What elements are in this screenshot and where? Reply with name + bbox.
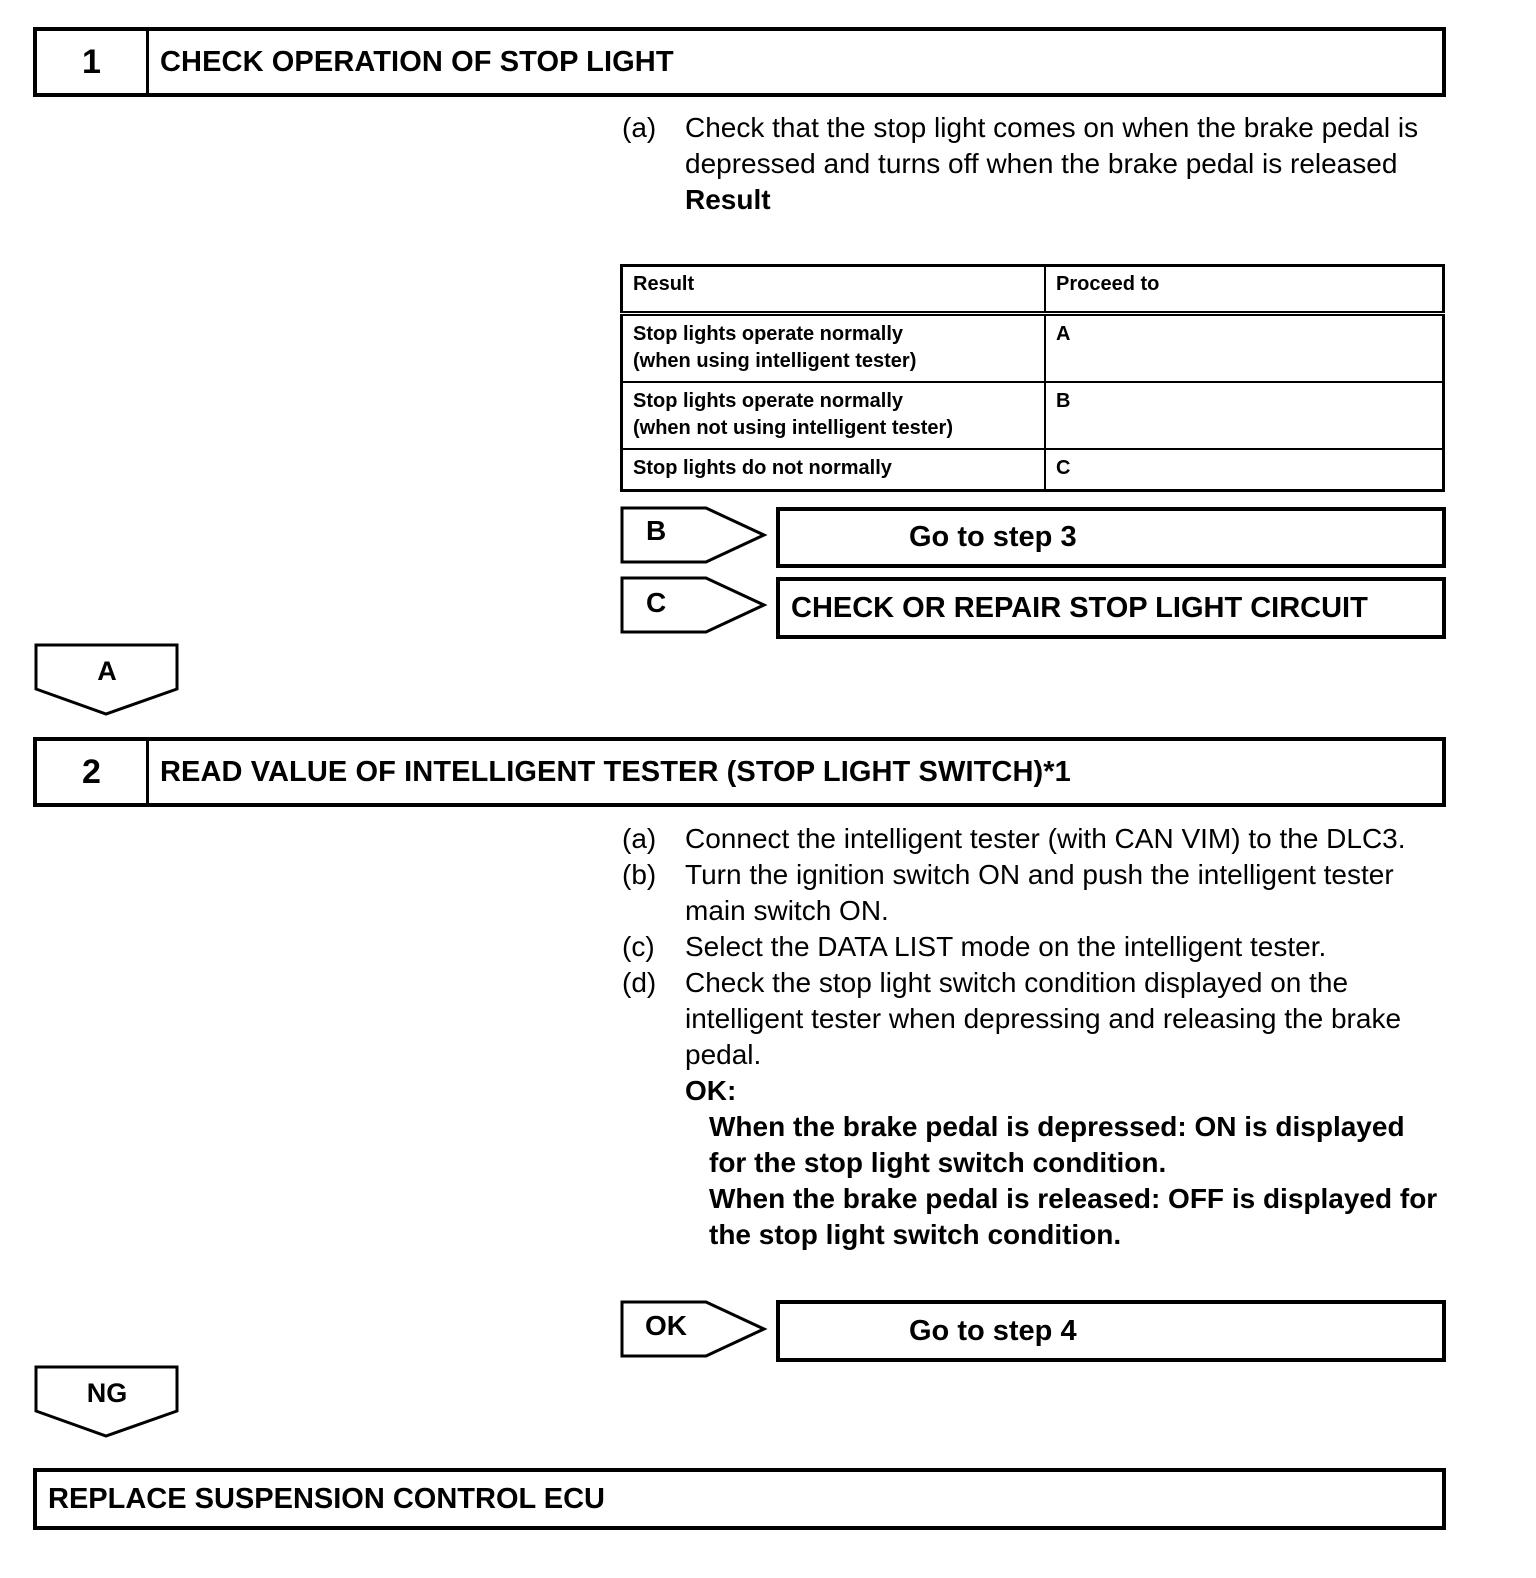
step-2-title: READ VALUE OF INTELLIGENT TESTER (STOP LIGHT SWITCH)*1	[160, 755, 1071, 788]
branch-b-action-box	[776, 507, 1446, 568]
branch-ok-action-box	[776, 1300, 1446, 1362]
instruction-text: Connect the intelligent tester (with CAN VIM) to the DLC3.	[685, 823, 1406, 854]
instruction-label: (a)	[622, 112, 657, 143]
instruction-label: (d)	[622, 967, 657, 998]
ok-spec-released: When the brake pedal is released: OFF is displayed for the stop light switch condition.	[709, 1183, 1438, 1250]
final-action-title: REPLACE SUSPENSION CONTROL ECU	[48, 1482, 605, 1515]
table-cell-result	[622, 382, 1046, 449]
instruction-item	[622, 110, 1444, 182]
branch-ok-label: OK	[645, 1310, 687, 1341]
ok-heading-row	[622, 1073, 1444, 1109]
result-table	[620, 264, 1445, 492]
ok-spec-row	[622, 1109, 1444, 1253]
instruction-text: Check the stop light switch condition displayed on the intelligent tester when depressing and releasing the brake pedal.	[685, 967, 1402, 1070]
table-row	[622, 449, 1444, 491]
down-ng-label: NG	[86, 1378, 128, 1408]
branch-b-arrow-icon	[620, 506, 770, 564]
step-1-instructions	[622, 110, 1444, 218]
instruction-text: Select the DATA LIST mode on the intelligent tester.	[685, 931, 1327, 962]
table-cell-proceed: A	[1045, 314, 1444, 383]
branch-ok-arrow-icon	[620, 1300, 770, 1358]
branch-ok-action: Go to step 4	[909, 1314, 1077, 1347]
final-action-box	[33, 1468, 1446, 1530]
table-cell-proceed: B	[1045, 382, 1444, 449]
result-heading-row	[622, 182, 1444, 218]
instruction-text: Turn the ignition switch ON and push the intelligent tester main switch ON.	[685, 859, 1394, 926]
step-2-number: 2	[37, 741, 149, 803]
step-2-instructions	[622, 821, 1444, 1253]
step-2-header	[33, 737, 1446, 807]
ok-heading: OK:	[685, 1075, 737, 1106]
step-1-number: 1	[37, 31, 149, 93]
result-heading: Result	[685, 184, 771, 215]
result-line-1: Stop lights operate normally	[633, 323, 904, 345]
branch-b-action: Go to step 3	[909, 521, 1077, 553]
instruction-item	[622, 821, 1444, 857]
branch-c-action-box	[776, 577, 1446, 639]
instruction-label: (a)	[622, 823, 657, 854]
step-1-title: CHECK OPERATION OF STOP LIGHT	[160, 45, 674, 78]
ok-spec-depressed: When the brake pedal is depressed: ON is displayed for the stop light switch condition.	[709, 1111, 1405, 1178]
result-line-2: (when using intelligent tester)	[633, 350, 917, 372]
step-1-header	[33, 27, 1446, 97]
table-header-proceed: Proceed to	[1045, 266, 1444, 314]
down-a-label: A	[97, 656, 117, 686]
result-line-2: (when not using intelligent tester)	[633, 417, 953, 439]
table-row	[622, 314, 1444, 383]
table-header-row	[622, 266, 1444, 314]
branch-c-label: C	[646, 587, 667, 618]
table-row	[622, 382, 1444, 449]
result-line-1: Stop lights operate normally	[633, 390, 904, 412]
result-table-wrapper	[620, 264, 1445, 492]
table-cell-result	[622, 314, 1046, 383]
table-header-result: Result	[622, 266, 1046, 314]
instruction-label: (c)	[622, 931, 655, 962]
instruction-text: Check that the stop light comes on when the brake pedal is depressed and turns off when the brake pedal is released	[685, 112, 1419, 179]
branch-b-label: B	[646, 515, 667, 546]
branch-c-arrow-icon	[620, 576, 770, 634]
branch-c-action: CHECK OR REPAIR STOP LIGHT CIRCUIT	[791, 591, 1368, 624]
table-cell-proceed: C	[1045, 449, 1444, 491]
instruction-item	[622, 965, 1444, 1073]
instruction-item	[622, 857, 1444, 929]
table-cell-result: Stop lights do not normally	[622, 449, 1046, 491]
instruction-label: (b)	[622, 859, 657, 890]
instruction-item	[622, 929, 1444, 965]
